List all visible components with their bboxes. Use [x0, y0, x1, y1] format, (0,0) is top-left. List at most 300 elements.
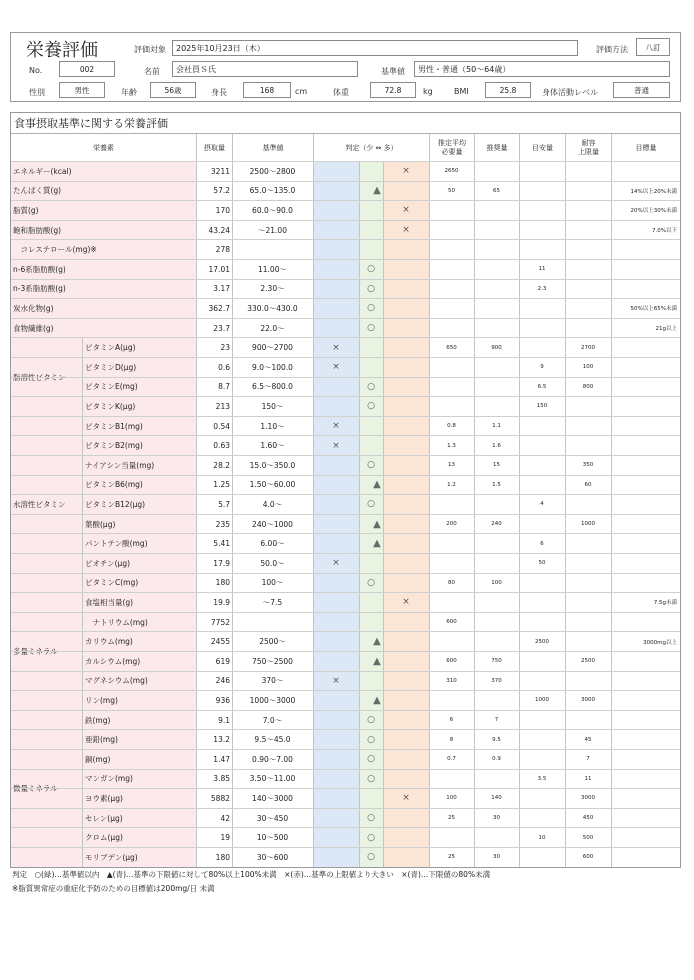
- grid-line: [232, 652, 233, 671]
- intake-value: 13.2: [213, 735, 230, 745]
- grid-line: [474, 417, 475, 436]
- grid-line: [232, 534, 233, 553]
- grid-line: [474, 378, 475, 397]
- intake-value: 278: [215, 245, 230, 255]
- grid-line: [313, 652, 314, 671]
- grid-line: [196, 319, 197, 338]
- grid-line: [519, 711, 520, 730]
- grid-line: [611, 182, 612, 201]
- name-field[interactable]: 会社員Ｓ氏: [172, 61, 358, 77]
- grid-line: [429, 534, 430, 553]
- grid-line: [383, 417, 384, 436]
- ear-value: 0.7: [447, 756, 456, 763]
- grid-line: [232, 436, 233, 455]
- grid-line: [611, 221, 612, 240]
- grid-line: [383, 240, 384, 259]
- ear-value: [429, 495, 474, 514]
- grid-line: [519, 730, 520, 749]
- grid-line: [359, 338, 360, 357]
- grid-line: [359, 358, 360, 377]
- grid-line: [474, 260, 475, 279]
- ai-value: 6.5: [537, 383, 547, 390]
- grid-line: [474, 848, 475, 867]
- grid-line: [474, 593, 475, 612]
- judgement-ok-icon: ○: [367, 832, 375, 843]
- ear-value: 50: [448, 187, 455, 194]
- grid-line: [196, 574, 197, 593]
- grid-line: [429, 397, 430, 416]
- dg-value: [611, 280, 680, 299]
- grid-line: [565, 789, 566, 808]
- grid-line: [429, 221, 430, 240]
- table-row: [11, 827, 680, 847]
- ul-value: 11: [584, 775, 592, 782]
- ul-value: [565, 201, 611, 220]
- ear-value: [429, 770, 474, 789]
- standard-value: 1000～3000: [249, 695, 296, 705]
- grid-line: [519, 417, 520, 436]
- table-row: [11, 435, 680, 455]
- grid-line: [359, 672, 360, 691]
- col-header-intake: 摂取量: [196, 134, 232, 162]
- grid-line: [383, 574, 384, 593]
- grid-line: [474, 201, 475, 220]
- intake-value: 9.1: [218, 715, 230, 725]
- eval-method-field[interactable]: 八訂: [636, 38, 670, 56]
- grid-line: [196, 828, 197, 847]
- rda-value: [474, 613, 519, 632]
- grid-line: [519, 182, 520, 201]
- ai-value: [519, 201, 565, 220]
- grid-line: [313, 319, 314, 338]
- nutrient-name: 亜鉛(mg): [82, 730, 196, 749]
- ul-value: [565, 240, 611, 259]
- grid-line: [232, 162, 233, 181]
- grid-line: [474, 397, 475, 416]
- standard-value: 150～: [261, 401, 284, 411]
- grid-line: [313, 691, 314, 710]
- grid-line: [565, 809, 566, 828]
- ai-value: 6: [540, 540, 544, 547]
- dg-value: 20%以上30%未満: [630, 208, 677, 215]
- col-header-standard: 基準値: [232, 134, 313, 162]
- grid-line: [429, 750, 430, 769]
- intake-value: 0.54: [213, 421, 230, 431]
- nutrient-name: 食塩相当量(g): [82, 593, 196, 612]
- dg-value: 7.0%以下: [652, 228, 677, 235]
- dg-value: [611, 711, 680, 730]
- grid-line: [429, 574, 430, 593]
- grid-line: [196, 162, 197, 181]
- judgement-below-icon: ×: [332, 558, 340, 569]
- judgement-near-icon: ▲: [373, 694, 381, 706]
- nutrient-name: ビタミンK(μg): [82, 397, 196, 416]
- grid-line: [611, 632, 612, 651]
- ai-value: [519, 593, 565, 612]
- grid-line: [383, 495, 384, 514]
- standard-value: 6.00～: [260, 539, 285, 549]
- ear-value: 0.8: [447, 423, 456, 430]
- grid-line: [611, 201, 612, 220]
- grid-line: [611, 338, 612, 357]
- grid-line: [196, 730, 197, 749]
- intake-value: 1.25: [213, 480, 230, 490]
- judgement-ok-icon: ○: [367, 460, 375, 471]
- ai-value: 10: [538, 834, 546, 841]
- grid-line: [565, 260, 566, 279]
- weight-field[interactable]: 72.8: [370, 82, 416, 98]
- rda-value: 370: [491, 677, 502, 684]
- grid-line: [611, 770, 612, 789]
- intake-value: 19: [220, 833, 230, 843]
- grid-line: [232, 417, 233, 436]
- grid-line: [474, 632, 475, 651]
- grid-line: [429, 672, 430, 691]
- standard-value: 1.50～60.00: [249, 480, 296, 490]
- grid-line: [611, 397, 612, 416]
- grid-line: [565, 672, 566, 691]
- grid-line: [519, 240, 520, 259]
- rda-value: [474, 221, 519, 240]
- col-header-ai: 目安量: [519, 134, 565, 162]
- standard-value: 15.0～350.0: [249, 460, 296, 470]
- standard-value: 3.50～11.00: [249, 774, 296, 784]
- grid-line: [474, 280, 475, 299]
- grid-line: [611, 848, 612, 867]
- grid-line: [474, 809, 475, 828]
- grid-line: [429, 417, 430, 436]
- ul-value: [565, 711, 611, 730]
- intake-value: 362.7: [208, 303, 230, 313]
- grid-line: [196, 280, 197, 299]
- judgement-near-icon: ▲: [373, 538, 381, 550]
- grid-line: [359, 554, 360, 573]
- grid-line: [383, 809, 384, 828]
- grid-line: [519, 515, 520, 534]
- nutrient-name: ビタミンC(mg): [82, 574, 196, 593]
- rda-value: [474, 828, 519, 847]
- grid-line: [313, 789, 314, 808]
- intake-value: 0.6: [218, 362, 230, 372]
- judgement-near-icon: ▲: [373, 518, 381, 530]
- grid-line: [359, 417, 360, 436]
- grid-line: [313, 397, 314, 416]
- activity-label: 身体活動レベル: [542, 88, 598, 97]
- grid-line: [474, 691, 475, 710]
- rda-value: [474, 632, 519, 651]
- grid-line: [383, 711, 384, 730]
- grid-line: [519, 593, 520, 612]
- ai-value: [519, 476, 565, 495]
- ul-value: 60: [584, 481, 592, 488]
- grid-line: [565, 828, 566, 847]
- nutrient-group-label: 水溶性ビタミン: [11, 416, 82, 592]
- ear-value: 200: [446, 521, 457, 528]
- no-field[interactable]: 002: [59, 61, 115, 77]
- grid-line: [565, 182, 566, 201]
- grid-line: [429, 319, 430, 338]
- grid-line: [474, 338, 475, 357]
- ul-value: [565, 280, 611, 299]
- nutrient-name: 炭水化物(g): [11, 299, 196, 318]
- activity-field[interactable]: 普通: [613, 82, 670, 98]
- grid-line: [313, 495, 314, 514]
- ai-value: 9: [540, 364, 544, 371]
- grid-line: [313, 730, 314, 749]
- grid-line: [232, 750, 233, 769]
- grid-line: [232, 730, 233, 749]
- grid-line: [474, 240, 475, 259]
- grid-line: [611, 240, 612, 259]
- ai-value: [519, 240, 565, 259]
- grid-line: [611, 260, 612, 279]
- nutrient-name: ビタミンD(μg): [82, 358, 196, 377]
- table-row: [11, 298, 680, 318]
- grid-line: [313, 750, 314, 769]
- rda-value: 7: [494, 717, 499, 724]
- table-row: [11, 788, 680, 808]
- bmi-field[interactable]: 25.8: [485, 82, 531, 98]
- rda-value: [474, 534, 519, 553]
- nutrient-name: n-6系脂肪酸(g): [11, 260, 196, 279]
- standard-value: 30～450: [256, 813, 289, 823]
- ai-value: [519, 456, 565, 475]
- grid-line: [196, 358, 197, 377]
- grid-line: [429, 378, 430, 397]
- grid-line: [383, 750, 384, 769]
- ear-value: [429, 534, 474, 553]
- grid-line: [611, 730, 612, 749]
- grid-line: [383, 436, 384, 455]
- standard-value: 1.60～: [260, 441, 285, 451]
- standard-value: 2.30～: [260, 284, 285, 294]
- grid-line: [519, 299, 520, 318]
- grid-line: [232, 809, 233, 828]
- ai-value: 2500: [535, 638, 549, 645]
- rda-value: 9.5: [492, 736, 501, 743]
- ul-value: [565, 182, 611, 201]
- standard-value: 2500～: [259, 637, 286, 647]
- rda-value: [474, 260, 519, 279]
- grid-line: [232, 476, 233, 495]
- ear-value: 80: [448, 579, 455, 586]
- ear-value: [429, 691, 474, 710]
- grid-line: [519, 652, 520, 671]
- rda-value: 30: [493, 854, 500, 861]
- grid-line: [232, 770, 233, 789]
- dg-value: [611, 789, 680, 808]
- judgement-over-icon: ×: [402, 166, 410, 177]
- standard-value: 100～: [261, 578, 284, 588]
- judgement-near-icon: ▲: [373, 636, 381, 648]
- rda-value: 30: [493, 815, 500, 822]
- grid-line: [429, 652, 430, 671]
- height-field[interactable]: 168: [243, 82, 291, 98]
- grid-line: [519, 789, 520, 808]
- dg-value: [611, 848, 680, 867]
- nutrition-evaluation-section: [10, 112, 681, 868]
- grid-line: [359, 240, 360, 259]
- grid-line: [565, 574, 566, 593]
- ul-value: [565, 221, 611, 240]
- grid-line: [196, 436, 197, 455]
- grid-line: [196, 221, 197, 240]
- ear-value: [429, 319, 474, 338]
- grid-line: [519, 691, 520, 710]
- grid-line: [519, 456, 520, 475]
- grid-line: [383, 554, 384, 573]
- grid-line: [196, 848, 197, 867]
- table-row: [11, 181, 680, 201]
- nutrient-name: モリブデン(μg): [82, 848, 196, 867]
- judgement-ok-icon: ○: [367, 734, 375, 745]
- judgement-ok-icon: ○: [367, 401, 375, 412]
- grid-line: [429, 515, 430, 534]
- intake-value: 17.01: [208, 264, 230, 274]
- intake-value: 180: [215, 852, 230, 862]
- grid-line: [474, 828, 475, 847]
- grid-line: [313, 770, 314, 789]
- table-row: [11, 337, 680, 357]
- grid-line: [611, 162, 612, 181]
- grid-line: [383, 280, 384, 299]
- grid-line: [519, 848, 520, 867]
- grid-line: [383, 358, 384, 377]
- age-field[interactable]: 56歳: [150, 82, 196, 98]
- grid-line: [313, 613, 314, 632]
- grid-line: [232, 789, 233, 808]
- ear-value: 1.2: [447, 481, 456, 488]
- grid-line: [232, 260, 233, 279]
- grid-line: [359, 613, 360, 632]
- grid-line: [565, 221, 566, 240]
- grid-line: [519, 672, 520, 691]
- intake-value: 246: [215, 676, 230, 686]
- nutrient-name: 飽和脂肪酸(g): [11, 221, 196, 240]
- standard-value: 0.90～7.00: [252, 754, 293, 764]
- intake-value: 180: [215, 578, 230, 588]
- ear-value: [429, 221, 474, 240]
- grid-line: [196, 456, 197, 475]
- nutrient-name: 脂質(g): [11, 201, 196, 220]
- standard-field[interactable]: 男性・普通（50～64歳）: [414, 61, 670, 77]
- grid-line: [429, 338, 430, 357]
- dg-value: [611, 809, 680, 828]
- nutrient-name: マグネシウム(mg): [82, 672, 196, 691]
- ul-value: [565, 162, 611, 181]
- judgement-below-icon: ×: [332, 440, 340, 451]
- grid-line: [519, 319, 520, 338]
- grid-line: [196, 378, 197, 397]
- grid-line: [313, 828, 314, 847]
- grid-line: [565, 495, 566, 514]
- grid-line: [429, 613, 430, 632]
- intake-value: 17.9: [213, 558, 230, 568]
- ai-value: [519, 574, 565, 593]
- grid-line: [519, 554, 520, 573]
- standard-value: 30～600: [256, 852, 289, 862]
- grid-line: [429, 436, 430, 455]
- grid-line: [519, 338, 520, 357]
- grid-line: [232, 201, 233, 220]
- nutrient-name: セレン(μg): [82, 809, 196, 828]
- ul-value: [565, 613, 611, 632]
- eval-method-label: 評価方法: [596, 45, 628, 54]
- grid-line: [565, 652, 566, 671]
- ai-value: [519, 789, 565, 808]
- intake-value: 5.41: [213, 539, 230, 549]
- grid-line: [519, 534, 520, 553]
- ul-value: 100: [582, 364, 594, 371]
- nutrient-name: エネルギー(kcal): [11, 162, 196, 181]
- no-label: No.: [29, 66, 43, 75]
- ai-value: [519, 299, 565, 318]
- grid-line: [196, 593, 197, 612]
- grid-line: [232, 221, 233, 240]
- grid-line: [429, 789, 430, 808]
- grid-line: [611, 358, 612, 377]
- grid-line: [565, 730, 566, 749]
- standard-value: ～21.00: [258, 225, 287, 235]
- ul-value: [565, 593, 611, 612]
- grid-line: [474, 554, 475, 573]
- ear-value: 1.3: [447, 442, 456, 449]
- ear-value: [429, 260, 474, 279]
- grid-line: [196, 201, 197, 220]
- ul-value: [565, 495, 611, 514]
- grid-line: [383, 299, 384, 318]
- dg-value: [611, 652, 680, 671]
- grid-line: [429, 828, 430, 847]
- ai-value: [519, 319, 565, 338]
- ul-value: [565, 632, 611, 651]
- dg-value: 3000mg以上: [643, 639, 677, 646]
- grid-line: [565, 593, 566, 612]
- grid-line: [565, 201, 566, 220]
- judgement-ok-icon: ○: [367, 773, 375, 784]
- grid-line: [313, 260, 314, 279]
- grid-line: [565, 280, 566, 299]
- grid-line: [565, 240, 566, 259]
- table-row: [11, 239, 680, 259]
- grid-line: [383, 260, 384, 279]
- ai-value: [519, 338, 565, 357]
- eval-target-label: 評価対象: [134, 45, 166, 54]
- grid-line: [196, 260, 197, 279]
- grid-line: [474, 299, 475, 318]
- grid-line: [474, 476, 475, 495]
- ul-value: 7: [586, 756, 590, 763]
- grid-line: [232, 182, 233, 201]
- intake-value: 213: [215, 401, 230, 411]
- grid-line: [474, 182, 475, 201]
- sex-field[interactable]: 男性: [59, 82, 105, 98]
- grid-line: [611, 672, 612, 691]
- ul-value: [565, 417, 611, 436]
- rda-value: [474, 162, 519, 181]
- judgement-near-icon: ▲: [373, 185, 381, 197]
- nutrient-name: n-3系脂肪酸(g): [11, 280, 196, 299]
- rda-value: [474, 397, 519, 416]
- eval-date-field[interactable]: 2025年10月23日（木）: [172, 40, 578, 56]
- ul-value: 600: [582, 854, 594, 861]
- ear-value: [429, 378, 474, 397]
- grid-line: [232, 672, 233, 691]
- table-row: [11, 259, 680, 279]
- ai-value: [519, 730, 565, 749]
- grid-line: [196, 672, 197, 691]
- rda-value: [474, 691, 519, 710]
